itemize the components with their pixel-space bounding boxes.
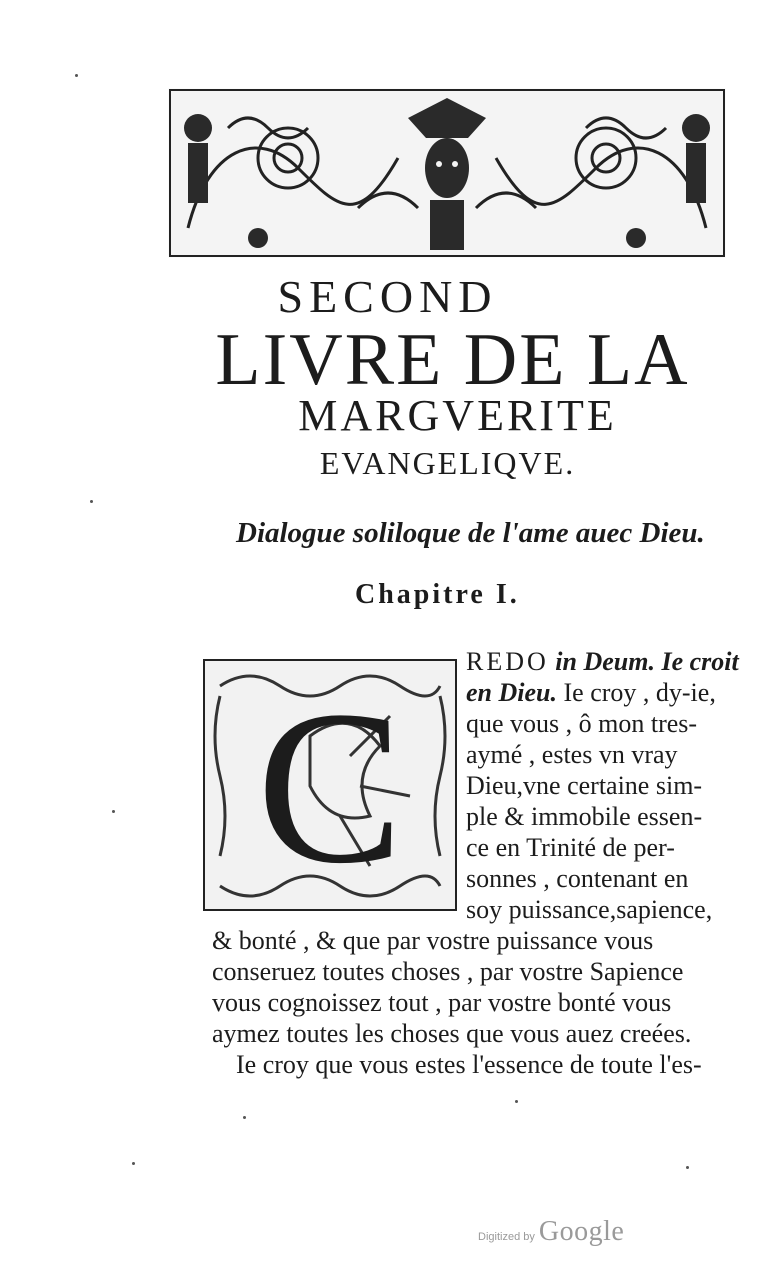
text-line: sonnes , contenant en <box>466 864 689 893</box>
speck <box>243 1116 246 1119</box>
speck <box>686 1166 689 1169</box>
text-line: soy puissance,sapience, <box>466 895 713 924</box>
text-line: vous cognoissez tout , par vostre bonté vous <box>212 988 672 1017</box>
title-line-1: SECOND <box>277 271 498 322</box>
watermark-brand: Google <box>538 1216 625 1247</box>
text-line: Ie croy que vous estes l'essence de toute l'es- <box>236 1050 702 1079</box>
title-line-2: LIVRE DE LA <box>215 319 690 401</box>
text-line: REDO in Deum. Ie croit <box>466 647 739 676</box>
watermark-prefix: Digitized by <box>478 1231 535 1243</box>
text-line: en Dieu. Ie croy , dy-ie, <box>466 678 716 707</box>
speck <box>515 1100 518 1103</box>
initial-letter: C <box>256 665 404 909</box>
google-watermark <box>478 1216 624 1248</box>
chapter-heading: Chapitre I. <box>355 579 520 610</box>
speck <box>75 74 78 77</box>
text-line: aymé , estes vn vray <box>466 740 678 769</box>
text-line: ple & immobile essen- <box>466 802 703 831</box>
text-line: Dieu,vne certaine sim- <box>466 771 703 800</box>
text-line: aymez toutes les choses que vous auez creées. <box>212 1019 692 1048</box>
text-line: que vous , ô mon tres- <box>466 709 698 738</box>
speck <box>112 810 115 813</box>
text-line: & bonté , & que par vostre puissance vous <box>212 926 654 955</box>
speck <box>90 500 93 503</box>
header-ornament <box>168 88 726 258</box>
text-line: ce en Trinité de per- <box>466 833 675 862</box>
title-line-3: MARGVERITE <box>298 391 617 440</box>
title-line-4: EVANGELIQVE. <box>319 445 576 481</box>
decorated-initial <box>200 656 460 914</box>
subtitle: Dialogue soliloque de l'ame auec Dieu. <box>236 517 705 549</box>
speck <box>132 1162 135 1165</box>
text-line: conseruez toutes choses , par vostre Sapience <box>212 957 684 986</box>
